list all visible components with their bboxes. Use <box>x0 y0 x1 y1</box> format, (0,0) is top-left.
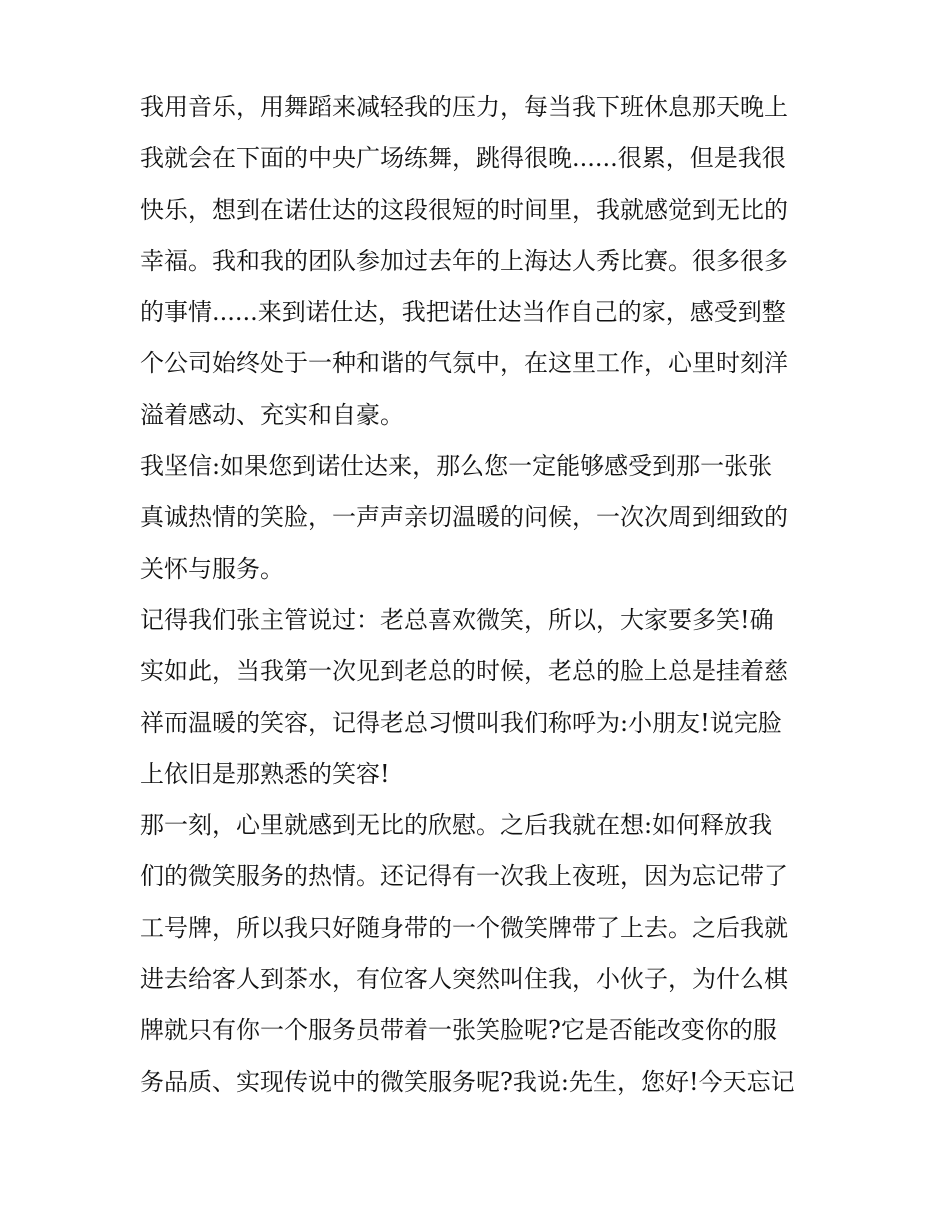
body-text <box>140 82 812 1108</box>
text-line: 我坚信:如果您到诺仕达来，那么您一定能够感受到那一张张 <box>140 452 773 481</box>
text-line: 那一刻，心里就感到无比的欣慰。之后我就在想:如何释放我 <box>140 811 773 840</box>
text-line: 快乐，想到在诺仕达的这段很短的时间里，我就感觉到无比的 <box>140 195 788 224</box>
text-line: 溢着感动、充实和自豪。 <box>140 400 404 429</box>
text-line: 牌就只有你一个服务员带着一张笑脸呢?它是否能改变你的服 <box>140 1016 777 1045</box>
text-line: 工号牌，所以我只好随身带的一个微笑牌带了上去。之后我就 <box>140 913 788 942</box>
text-line: 我就会在下面的中央广场练舞，跳得很晚......很累，但是我很 <box>140 144 786 173</box>
text-line: 关怀与服务。 <box>140 554 284 583</box>
text-line: 务品质、实现传说中的微笑服务呢?我说:先生，您好!今天忘记 <box>140 1067 795 1096</box>
text-line: 进去给客人到茶水，有位客人突然叫住我，小伙子，为什么棋 <box>140 965 788 994</box>
text-line: 我用音乐，用舞蹈来减轻我的压力，每当我下班休息那天晚上 <box>140 93 788 121</box>
text-line: 们的微笑服务的热情。还记得有一次我上夜班，因为忘记带了 <box>140 862 788 891</box>
text-line: 祥而温暖的笑容，记得老总习惯叫我们称呼为:小朋友!说完脸 <box>140 708 782 737</box>
text-line: 上依旧是那熟悉的笑容! <box>140 759 390 788</box>
text-line: 的事情......来到诺仕达，我把诺仕达当作自己的家，感受到整 <box>140 298 786 327</box>
text-line: 幸福。我和我的团队参加过去年的上海达人秀比赛。很多很多 <box>140 246 788 275</box>
text-line: 实如此，当我第一次见到老总的时候，老总的脸上总是挂着慈 <box>140 657 788 686</box>
text-line: 真诚热情的笑脸，一声声亲切温暖的问候，一次次周到细致的 <box>140 503 788 532</box>
text-line: 个公司始终处于一种和谐的气氛中，在这里工作，心里时刻洋 <box>140 349 788 378</box>
text-line: 记得我们张主管说过：老总喜欢微笑，所以，大家要多笑!确 <box>140 605 774 634</box>
